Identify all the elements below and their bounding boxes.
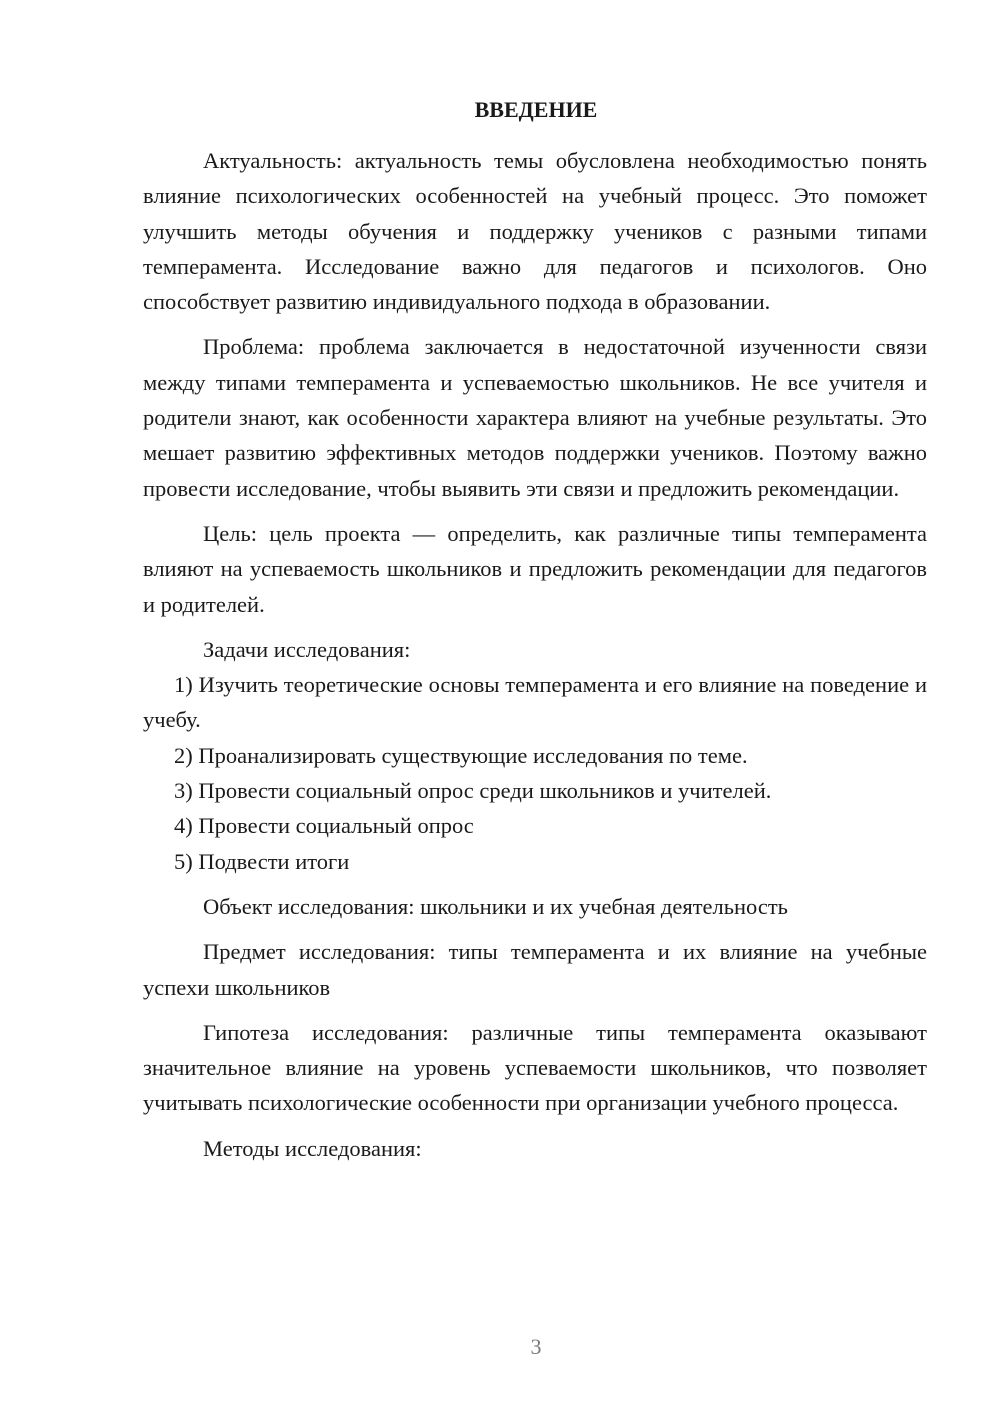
task-item: 3) Провести социальный опрос среди школьников и учителей. bbox=[174, 778, 772, 804]
task-item: 2) Проанализировать существующие исследования по теме. bbox=[174, 742, 748, 768]
task-item: 1) Изучить теоретические основы темперамента и его влияние на поведение и учебу. bbox=[143, 672, 927, 733]
object-paragraph: Объект исследования: школьники и их учебная деятельность bbox=[203, 893, 788, 919]
document-body bbox=[143, 143, 927, 1166]
task-item: 5) Подвести итоги bbox=[174, 848, 350, 874]
hypothesis-paragraph: Гипотеза исследования: различные типы темперамента оказывают значительное влияние на уровень успеваемости школьников, что позволяет учитывать психологические особенности при организации учебного процесса. bbox=[143, 1019, 927, 1116]
tasks-heading: Задачи исследования: bbox=[203, 636, 411, 662]
subject-paragraph: Предмет исследования: типы темперамента и их влияние на учебные успехи школьников bbox=[143, 939, 927, 1000]
page-title: ВВЕДЕНИЕ bbox=[474, 97, 598, 122]
goal-paragraph: Цель: цель проекта — определить, как различные типы темперамента влияют на успеваемость школьников и предложить рекомендации для педагогов и родителей. bbox=[143, 520, 927, 617]
page-number: 3 bbox=[530, 1334, 542, 1359]
problem-paragraph: Проблема: проблема заключается в недостаточной изученности связи между типами темперамента и успеваемостью школьников. Не все учителя и родители знают, как особенности характера влияют на учебные результаты. Это мешает развитию эффективных методов поддержки учеников. Поэтому важно провести исследование, чтобы выявить эти связи и предложить рекомендации. bbox=[143, 334, 927, 501]
methods-heading: Методы исследования: bbox=[203, 1135, 422, 1161]
relevance-paragraph: Актуальность: актуальность темы обусловлена необходимостью понять влияние психологических особенностей на учебный процесс. Это поможет улучшить методы обучения и поддержку учеников с разными типами темперамента. Исследование важно для педагогов и психологов. Оно способствует развитию индивидуального подхода в образовании. bbox=[143, 148, 927, 315]
task-item: 4) Провести социальный опрос bbox=[174, 813, 474, 839]
